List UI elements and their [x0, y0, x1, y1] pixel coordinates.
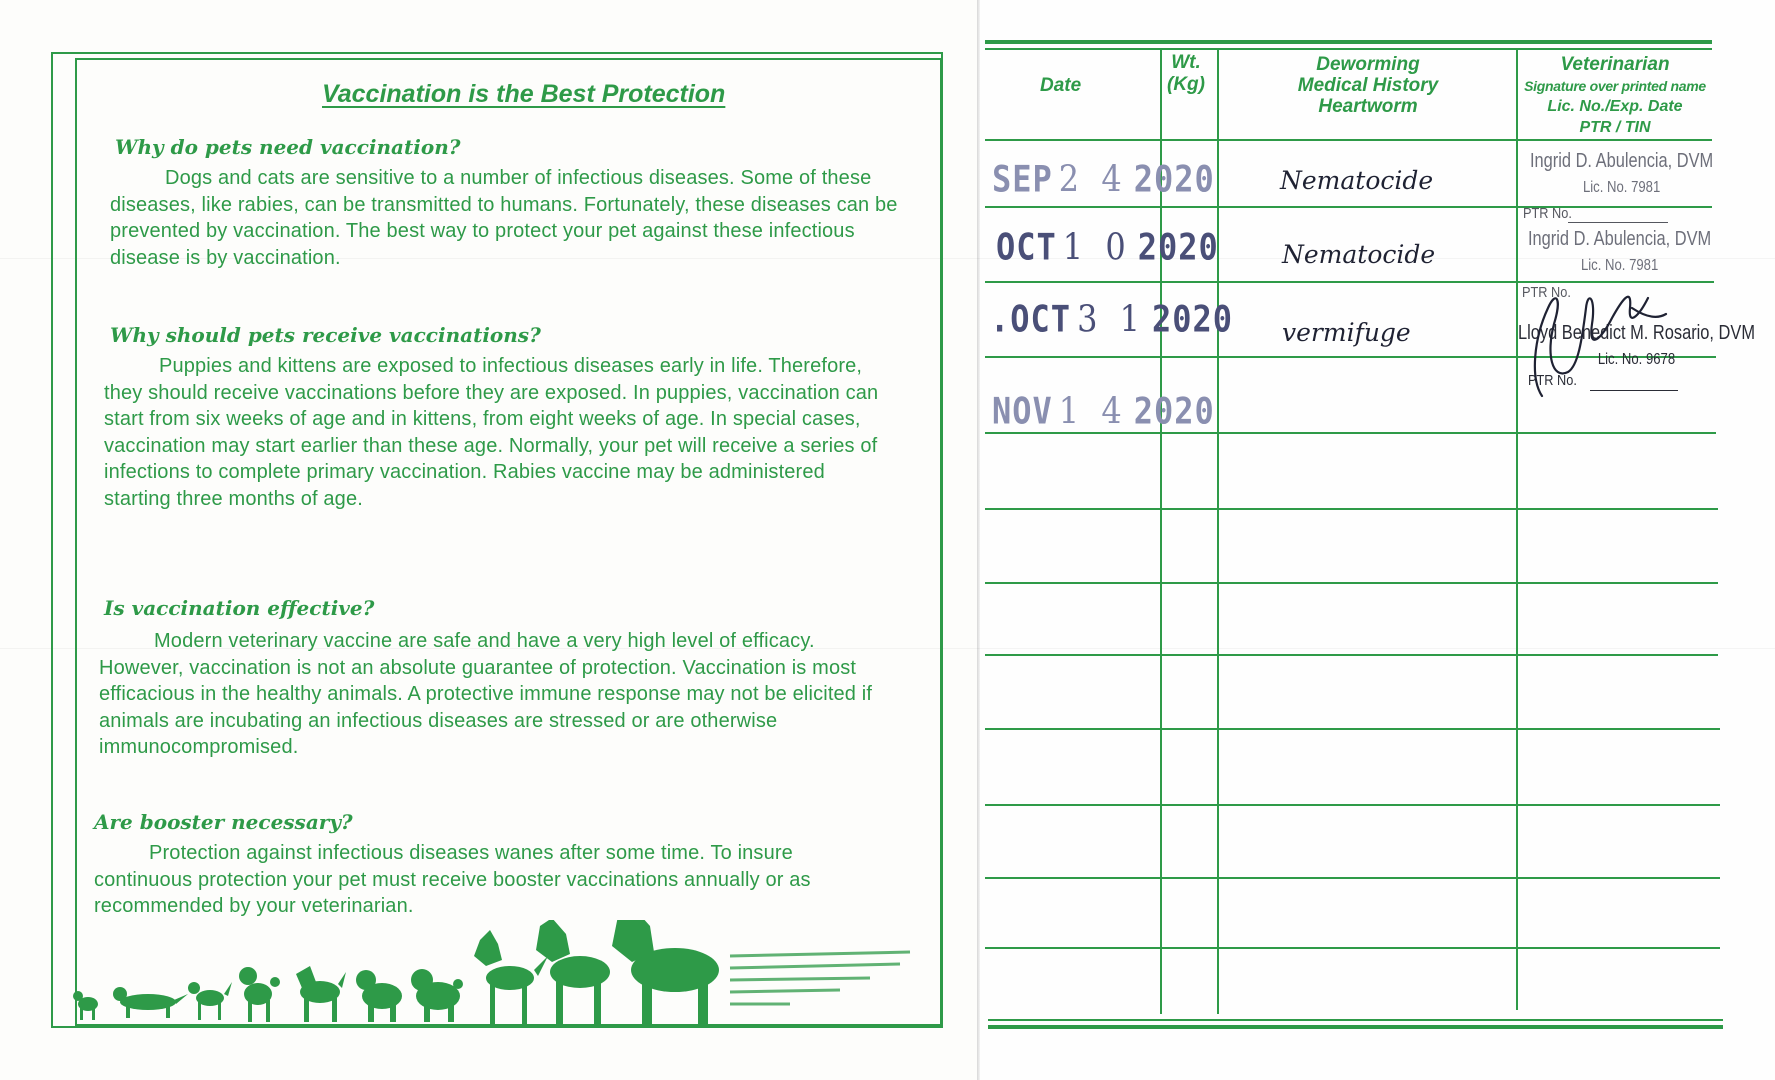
- book-spine: [977, 0, 980, 1080]
- table-bottom-rule: [988, 1025, 1723, 1029]
- dog-silhouettes-illustration: [70, 920, 930, 1030]
- header-deworming-history: Deworming Medical History Heartworm: [1297, 54, 1439, 117]
- ptr-label: PTR No.: [1523, 205, 1572, 222]
- history-entry: Nematocide: [1280, 166, 1434, 195]
- vet-stamp: Ingrid D. Abulencia, DVM Lic. No. 7981: [1528, 228, 1712, 274]
- table-top-rule: [985, 40, 1712, 44]
- section-body-why-vaccinate: Dogs and cats are sensitive to a number of infectious diseases. Some of these diseases, like rabies, can be transmitted to humans. Fortunately, these diseases can be prevented by vaccination. The best way to protect your pet against these infectious disease is by vaccination.: [110, 167, 898, 269]
- header-date: Date: [1040, 75, 1082, 96]
- column-divider: [1516, 48, 1518, 1010]
- column-divider: [1217, 48, 1219, 1014]
- section-heading-effective: Is vaccination effective?: [104, 596, 375, 620]
- date-stamp: SEP 2 4 2020: [992, 157, 1215, 201]
- section-body-effective: Modern veterinary vaccine are safe and have a very high level of efficacy. However, vaccination is not an absolute guarantee of protection. Vaccination is most efficacious in the healthy animals. A protective immune response may not be elicited if animals are incubating an infectious diseases are stressed or are otherwise immunocompromised.: [99, 630, 873, 758]
- row-divider: [985, 508, 1718, 510]
- row-divider: [985, 804, 1720, 806]
- history-entry: vermifuge: [1282, 318, 1411, 347]
- ptr-label: PTR No.: [1522, 284, 1571, 301]
- motion-streaks-icon: [730, 952, 910, 1004]
- ptr-line: [1568, 222, 1668, 223]
- row-divider: [985, 877, 1720, 879]
- vet-stamp: Ingrid D. Abulencia, DVM Lic. No. 7981: [1530, 150, 1714, 196]
- history-entry: Nematocide: [1282, 240, 1436, 269]
- row-divider: [985, 206, 1712, 208]
- table-bottom-rule: [988, 1019, 1723, 1021]
- section-body-why-receive: Puppies and kittens are exposed to infectious diseases early in life. Therefore, they should receive vaccinations before they are exposed. In puppies, vaccination can start from six weeks of age and in kittens, from eight weeks of age. In special cases, vaccination may start earlier than these age. Normally, your pet will receive a series of infections to complete primary vaccination. Rabies vaccine may be administered starting three months of age.: [104, 355, 879, 510]
- header-row-divider: [985, 139, 1712, 141]
- table-top-rule: [985, 48, 1712, 50]
- section-heading-why-receive: Why should pets receive vaccinations?: [110, 323, 541, 347]
- row-divider: [985, 947, 1720, 949]
- handwritten-signature: [1512, 268, 1692, 408]
- row-divider: [985, 582, 1718, 584]
- row-divider: [985, 728, 1720, 730]
- date-stamp: OCT 1 0 2020: [996, 225, 1219, 269]
- section-heading-booster: Are booster necessary?: [94, 810, 353, 834]
- section-heading-why-vaccinate: Why do pets need vaccination?: [115, 135, 461, 159]
- dog-icon: [73, 920, 719, 1028]
- date-stamp: NOV 1 4 2020: [992, 389, 1215, 433]
- ptr-label: PTR No.: [1528, 372, 1577, 389]
- row-divider: [985, 654, 1718, 656]
- vet-stamp: Lloyd Benedict M. Rosario, DVM Lic. No. 9678: [1518, 322, 1755, 368]
- header-veterinarian: Veterinarian Signature over printed name Lic. No./Exp. Date PTR / TIN: [1524, 54, 1706, 136]
- header-weight: Wt. (Kg): [1167, 52, 1205, 95]
- panel-title: Vaccination is the Best Protection: [322, 80, 726, 108]
- date-stamp: .OCT 3 1 2020: [990, 297, 1234, 341]
- section-body-booster: Protection against infectious diseases wanes after some time. To insure continuous protection your pet must receive booster vaccinations annually or as recommended by your veterinarian.: [94, 842, 811, 917]
